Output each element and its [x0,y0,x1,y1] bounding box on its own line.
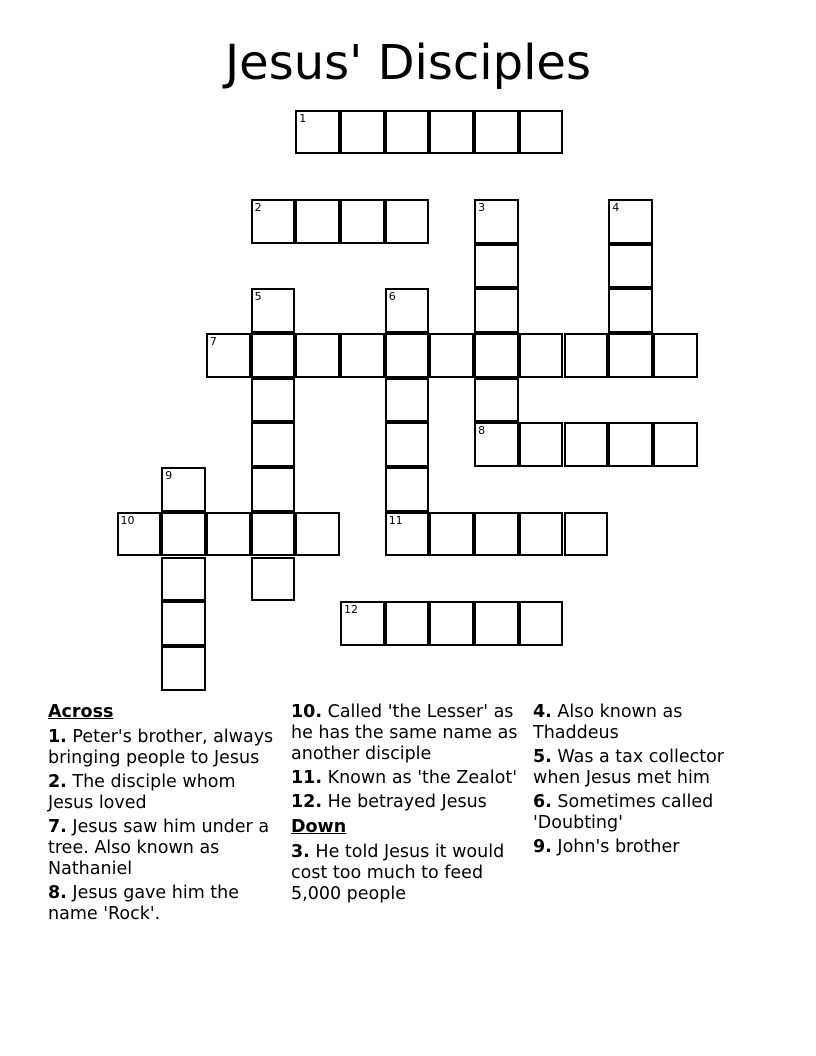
crossword-cell[interactable] [474,601,519,646]
crossword-cell[interactable] [385,512,430,557]
crossword-cell[interactable] [340,199,385,244]
cell-number: 11 [388,513,403,527]
crossword-cell[interactable] [385,199,430,244]
crossword-cell[interactable] [608,244,653,289]
across-heading: Across [48,702,114,722]
clue-number: 1. [48,727,67,747]
clue-down-5 [533,747,763,789]
clue-down-6 [533,792,763,834]
clue-across-11 [291,768,523,789]
clue-number: 9. [533,837,552,857]
cell-number: 12 [344,603,358,617]
clue-number: 8. [48,883,67,903]
crossword-cell[interactable] [429,333,474,378]
crossword-cell[interactable] [564,333,609,378]
crossword-cell[interactable] [385,110,430,155]
cell-number: 1 [299,111,307,125]
cell-number: 9 [165,469,173,483]
cell-number: 5 [254,290,262,304]
crossword-cell[interactable] [519,110,564,155]
clues-column-3 [533,702,763,861]
clue-text: Sometimes called 'Doubting' [533,792,714,833]
clue-down-9 [533,837,763,858]
crossword-cell[interactable] [340,601,385,646]
crossword-cell[interactable] [251,467,296,512]
clue-across-7 [48,817,280,880]
clue-number: 7. [48,817,67,837]
crossword-cell[interactable] [653,422,698,467]
crossword-cell[interactable] [519,512,564,557]
clue-number: 2. [48,772,67,792]
crossword-cell[interactable] [474,333,519,378]
cell-number: 2 [254,200,262,214]
crossword-cell[interactable] [206,333,251,378]
crossword-cell[interactable] [519,422,564,467]
cell-number: 4 [612,200,620,214]
crossword-cell[interactable] [161,467,206,512]
crossword-cell[interactable] [251,378,296,423]
crossword-cell[interactable] [295,199,340,244]
clue-number: 6. [533,792,552,812]
crossword-cell[interactable] [653,333,698,378]
crossword-cell[interactable] [295,333,340,378]
crossword-cell[interactable] [474,512,519,557]
crossword-cell[interactable] [251,288,296,333]
clue-number: 12. [291,792,323,812]
crossword-cell[interactable] [251,422,296,467]
crossword-cell[interactable] [564,512,609,557]
clue-number: 5. [533,747,552,767]
clue-text: He told Jesus it would cost too much to feed 5,000 people [291,842,505,904]
crossword-cell[interactable] [429,512,474,557]
crossword-cell[interactable] [474,199,519,244]
crossword-cell[interactable] [206,512,251,557]
clue-text: Called 'the Lesser' as he has the same name as another disciple [291,702,518,764]
crossword-cell[interactable] [429,601,474,646]
cell-number: 7 [209,335,217,348]
cell-number: 3 [478,200,486,214]
clue-down-3 [291,842,523,905]
crossword-cell[interactable] [161,557,206,602]
crossword-cell[interactable] [474,110,519,155]
crossword-cell[interactable] [519,333,564,378]
clue-text: Peter's brother, always bringing people to Jesus [48,727,274,768]
crossword-cell[interactable] [161,601,206,646]
cell-number: 10 [120,513,135,527]
crossword-cell[interactable] [385,333,430,378]
crossword-cell[interactable] [251,199,296,244]
crossword-cell[interactable] [385,378,430,423]
clue-text: Also known as Thaddeus [533,702,683,743]
crossword-cell[interactable] [340,110,385,155]
clue-text: Jesus gave him the name 'Rock'. [48,883,240,924]
crossword-cell[interactable] [251,333,296,378]
clue-number: 3. [291,842,310,862]
crossword-cell[interactable] [385,422,430,467]
clue-across-10 [291,702,523,765]
clue-number: 11. [291,768,323,788]
clue-across-1 [48,727,280,769]
clue-number: 10. [291,702,323,722]
clue-number: 4. [533,702,552,722]
crossword-cell[interactable] [474,244,519,289]
crossword-cell[interactable] [608,199,653,244]
page-title: Jesus' Disciples [225,35,591,91]
clues-column-2 [291,702,523,908]
crossword-cell[interactable] [474,288,519,333]
crossword-cell[interactable] [340,333,385,378]
crossword-cell[interactable] [608,422,653,467]
clue-text: Was a tax collector when Jesus met him [533,747,724,788]
down-heading: Down [291,817,347,837]
crossword-cell[interactable] [117,512,162,557]
crossword-cell[interactable] [474,378,519,423]
crossword-cell[interactable] [519,601,564,646]
clue-across-8 [48,883,280,925]
clue-text: Known as 'the Zealot' [327,768,518,788]
clue-text: The disciple whom Jesus loved [48,772,236,813]
clue-text: He betrayed Jesus [327,792,487,812]
crossword-cell[interactable] [608,288,653,333]
clue-text: Jesus saw him under a tree. Also known as Nathaniel [48,817,270,879]
crossword-cell[interactable] [295,110,340,155]
crossword-cell[interactable] [429,110,474,155]
crossword-cell[interactable] [161,512,206,557]
crossword-cell[interactable] [385,288,430,333]
crossword-cell[interactable] [385,601,430,646]
clues-column-1 [48,702,280,928]
cell-number: 8 [478,424,486,438]
crossword-cell[interactable] [474,422,519,467]
crossword-cell[interactable] [608,333,653,378]
crossword-cell[interactable] [251,557,296,602]
crossword-cell[interactable] [161,646,206,691]
clue-down-4 [533,702,763,744]
crossword-cell[interactable] [295,512,340,557]
crossword-cell[interactable] [251,512,296,557]
clue-text: John's brother [557,837,680,857]
crossword-cell[interactable] [564,422,609,467]
clue-across-2 [48,772,280,814]
crossword-cell[interactable] [385,467,430,512]
clue-across-12 [291,792,523,813]
cell-number: 6 [388,290,396,304]
